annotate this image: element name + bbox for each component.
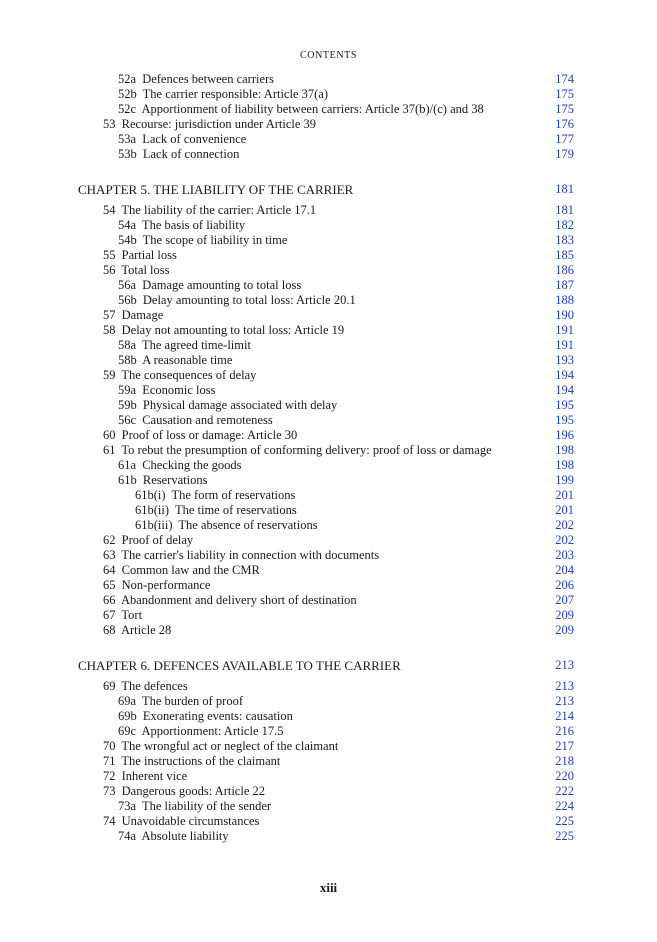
section-number: 69	[103, 679, 116, 693]
section-number: 61b(ii)	[135, 503, 170, 517]
section-number: 67	[103, 608, 116, 622]
toc-section-chapter-6	[0, 679, 657, 844]
section-number: 74a	[118, 829, 137, 843]
toc-entry-text	[118, 278, 301, 293]
toc-entry-text	[118, 293, 356, 308]
section-number: 61b(iii)	[135, 518, 173, 532]
toc-entry-text	[103, 784, 265, 799]
toc-entry-text	[103, 368, 256, 383]
toc-entry[interactable]	[0, 117, 657, 132]
section-title: The carrier responsible: Article 37(a)	[142, 87, 328, 101]
page-ref[interactable]: 209	[555, 623, 574, 637]
section-title: Physical damage associated with delay	[142, 398, 338, 412]
toc-entry[interactable]	[0, 548, 657, 563]
toc-entry-text	[118, 87, 328, 102]
chapter-title: CHAPTER 5. THE LIABILITY OF THE CARRIER	[78, 182, 354, 197]
section-title: The time of reservations	[174, 503, 297, 517]
chapter-heading[interactable]	[0, 182, 657, 197]
toc-entry[interactable]	[0, 563, 657, 578]
toc-entry-text	[118, 72, 274, 87]
section-number: 57	[103, 308, 116, 322]
toc-entry[interactable]	[0, 443, 657, 458]
toc-entry-text	[103, 623, 171, 638]
page-ref[interactable]: 217	[555, 739, 574, 753]
section-title: Apportionment of liability between carriers: Article 37(b)/(c) and 38	[141, 102, 484, 116]
toc-entry-text	[103, 679, 188, 694]
toc-entry-text	[103, 263, 170, 278]
section-number: 55	[103, 248, 116, 262]
page-ref[interactable]: 213	[555, 658, 574, 672]
toc-entry[interactable]	[0, 248, 657, 263]
section-number: 53	[103, 117, 116, 131]
toc-entry[interactable]	[0, 593, 657, 608]
toc-entry[interactable]	[0, 829, 657, 844]
toc-entry-text	[118, 458, 241, 473]
section-title: Common law and the CMR	[121, 563, 260, 577]
section-title: The agreed time-limit	[141, 338, 251, 352]
section-number: 61b	[118, 473, 137, 487]
section-title: Delay amounting to total loss: Article 20.1	[142, 293, 356, 307]
toc-entry[interactable]	[0, 233, 657, 248]
toc-entry-text	[103, 754, 280, 769]
toc-entry[interactable]	[0, 383, 657, 398]
toc-entry[interactable]	[0, 679, 657, 694]
section-title: Proof of loss or damage: Article 30	[121, 428, 298, 442]
section-title: Damage	[121, 308, 164, 322]
toc-entry-text	[118, 233, 287, 248]
page-ref[interactable]: 179	[555, 147, 574, 161]
page-ref[interactable]: 224	[555, 799, 574, 813]
section-title: Delay not amounting to total loss: Article 19	[121, 323, 345, 337]
toc-entry-text	[103, 548, 379, 563]
section-number: 74	[103, 814, 116, 828]
page-ref[interactable]: 218	[555, 754, 574, 768]
section-number: 64	[103, 563, 116, 577]
toc-entry-text	[118, 473, 207, 488]
page-ref[interactable]: 213	[555, 679, 574, 693]
toc-entry-text	[103, 593, 357, 608]
section-number: 56a	[118, 278, 137, 292]
page-ref[interactable]: 202	[555, 533, 574, 547]
page-ref[interactable]: 195	[555, 413, 574, 427]
section-number: 56c	[118, 413, 137, 427]
section-number: 58	[103, 323, 116, 337]
page-ref[interactable]: 182	[555, 218, 574, 232]
page-ref[interactable]: 187	[555, 278, 574, 292]
section-title: The burden of proof	[141, 694, 243, 708]
section-title: Economic loss	[142, 383, 216, 397]
page-ref[interactable]: 193	[555, 353, 574, 367]
toc-entry-text	[103, 117, 316, 132]
section-number: 52a	[118, 72, 137, 86]
section-number: 69b	[118, 709, 137, 723]
page-ref[interactable]: 214	[555, 709, 574, 723]
toc-entry[interactable]	[0, 769, 657, 784]
page-ref[interactable]: 177	[555, 132, 574, 146]
section-title: Non-performance	[121, 578, 211, 592]
section-number: 61a	[118, 458, 137, 472]
toc-entry-text	[118, 413, 273, 428]
section-number: 63	[103, 548, 116, 562]
section-title: Reservations	[142, 473, 208, 487]
page-ref[interactable]: 206	[555, 578, 574, 592]
page-ref[interactable]: 201	[555, 503, 574, 517]
page-ref[interactable]: 194	[555, 383, 574, 397]
section-number: 59b	[118, 398, 137, 412]
page-ref[interactable]: 196	[555, 428, 574, 442]
section-title: Inherent vice	[121, 769, 188, 783]
toc-entry[interactable]	[0, 458, 657, 473]
page-ref[interactable]: 201	[555, 488, 574, 502]
section-number: 54a	[118, 218, 137, 232]
page-ref[interactable]: 191	[555, 338, 574, 352]
page-ref[interactable]: 207	[555, 593, 574, 607]
toc-entry[interactable]	[0, 278, 657, 293]
page-ref[interactable]: 203	[555, 548, 574, 562]
chapter-title: CHAPTER 6. DEFENCES AVAILABLE TO THE CARRIER	[78, 658, 401, 673]
toc-entry[interactable]	[0, 413, 657, 428]
toc-entry[interactable]	[0, 132, 657, 147]
toc-entry-text	[103, 533, 193, 548]
section-title: The basis of liability	[141, 218, 246, 232]
section-title: Partial loss	[121, 248, 177, 262]
toc-entry-text	[118, 724, 284, 739]
section-title: To rebut the presumption of conforming delivery: proof of loss or damage	[121, 443, 492, 457]
toc-entry-text	[103, 323, 344, 338]
section-number: 58a	[118, 338, 137, 352]
section-title: Dangerous goods: Article 22	[121, 784, 266, 798]
page-ref[interactable]: 176	[555, 117, 574, 131]
toc-entry[interactable]	[0, 754, 657, 769]
section-number: 58b	[118, 353, 137, 367]
section-number: 72	[103, 769, 116, 783]
section-title: Checking the goods	[142, 458, 242, 472]
toc-entry-text	[118, 338, 251, 353]
section-title: Total loss	[121, 263, 170, 277]
section-title: Absolute liability	[141, 829, 229, 843]
toc-entry[interactable]	[0, 203, 657, 218]
toc-entry-text	[118, 218, 245, 233]
toc-entry[interactable]	[0, 799, 657, 814]
section-number: 71	[103, 754, 116, 768]
page-ref[interactable]: 225	[555, 829, 574, 843]
section-number: 56	[103, 263, 116, 277]
section-number: 54	[103, 203, 116, 217]
section-title: Article 28	[120, 623, 172, 637]
table-of-contents	[0, 72, 657, 844]
section-number: 66	[103, 593, 116, 607]
toc-entry[interactable]	[0, 608, 657, 623]
section-title: The form of reservations	[171, 488, 296, 502]
toc-entry-text	[103, 203, 316, 218]
section-number: 56b	[118, 293, 137, 307]
toc-entry-text	[118, 353, 232, 368]
section-number: 59a	[118, 383, 137, 397]
toc-entry-text	[135, 488, 295, 503]
section-title: The scope of liability in time	[142, 233, 288, 247]
toc-entry-text	[118, 799, 271, 814]
toc-entry[interactable]	[0, 518, 657, 533]
page-ref[interactable]: 198	[555, 443, 574, 457]
toc-entry[interactable]	[0, 218, 657, 233]
page-ref[interactable]: 199	[555, 473, 574, 487]
page-ref[interactable]: 195	[555, 398, 574, 412]
toc-entry-text	[135, 518, 318, 533]
section-title: Abandonment and delivery short of destination	[120, 593, 357, 607]
page-ref[interactable]: 186	[555, 263, 574, 277]
page-ref[interactable]: 204	[555, 563, 574, 577]
section-title: The absence of reservations	[178, 518, 318, 532]
page-ref[interactable]: 225	[555, 814, 574, 828]
toc-entry[interactable]	[0, 578, 657, 593]
page-ref[interactable]: 174	[555, 72, 574, 86]
toc-entry[interactable]	[0, 473, 657, 488]
page-ref[interactable]: 209	[555, 608, 574, 622]
toc-entry[interactable]	[0, 293, 657, 308]
section-number: 65	[103, 578, 116, 592]
section-title: Damage amounting to total loss	[142, 278, 302, 292]
section-number: 60	[103, 428, 116, 442]
running-header: CONTENTS	[299, 50, 358, 61]
toc-entry[interactable]	[0, 814, 657, 829]
section-number: 73	[103, 784, 116, 798]
toc-entry[interactable]	[0, 398, 657, 413]
page-ref[interactable]: 220	[555, 769, 574, 783]
section-number: 54b	[118, 233, 137, 247]
section-title: The liability of the sender	[141, 799, 272, 813]
section-title: Exonerating events: causation	[142, 709, 293, 723]
toc-entry-text	[103, 578, 210, 593]
toc-entry[interactable]	[0, 263, 657, 278]
toc-entry[interactable]	[0, 323, 657, 338]
toc-entry-text	[118, 132, 246, 147]
section-number: 52c	[118, 102, 137, 116]
toc-entry-text	[118, 102, 484, 117]
toc-entry-text	[103, 443, 492, 458]
section-title: The wrongful act or neglect of the claimant	[121, 739, 339, 753]
section-title: Unavoidable circumstances	[121, 814, 260, 828]
section-title: Apportionment: Article 17.5	[141, 724, 284, 738]
section-number: 61b(i)	[135, 488, 166, 502]
page-ref[interactable]: 222	[555, 784, 574, 798]
page-ref[interactable]: 175	[555, 87, 574, 101]
section-title: The carrier's liability in connection with documents	[121, 548, 380, 562]
page-ref[interactable]: 216	[555, 724, 574, 738]
page-ref[interactable]: 213	[555, 694, 574, 708]
toc-entry[interactable]	[0, 147, 657, 162]
toc-entry[interactable]	[0, 784, 657, 799]
toc-entry[interactable]	[0, 308, 657, 323]
section-number: 69a	[118, 694, 137, 708]
section-number: 59	[103, 368, 116, 382]
page-ref[interactable]: 194	[555, 368, 574, 382]
toc-entry[interactable]	[0, 338, 657, 353]
chapter-heading[interactable]	[0, 658, 657, 673]
page-number: xiii	[319, 880, 338, 895]
toc-entry[interactable]	[0, 72, 657, 87]
toc-section-chapter-5	[0, 203, 657, 638]
section-number: 53b	[118, 147, 137, 161]
toc-entry[interactable]	[0, 102, 657, 117]
toc-entry-text	[103, 769, 187, 784]
section-title: Tort	[121, 608, 143, 622]
section-number: 52b	[118, 87, 137, 101]
page-ref[interactable]: 202	[555, 518, 574, 532]
toc-entry[interactable]	[0, 428, 657, 443]
section-title: Causation and remoteness	[142, 413, 273, 427]
toc-entry-text	[118, 147, 239, 162]
toc-entry-text	[103, 248, 177, 263]
toc-entry[interactable]	[0, 87, 657, 102]
toc-entry-text	[103, 428, 297, 443]
section-number: 61	[103, 443, 116, 457]
toc-entry[interactable]	[0, 533, 657, 548]
toc-entry[interactable]	[0, 739, 657, 754]
page-ref[interactable]: 198	[555, 458, 574, 472]
page-ref[interactable]: 188	[555, 293, 574, 307]
section-title: Recourse: jurisdiction under Article 39	[121, 117, 317, 131]
toc-entry[interactable]	[0, 488, 657, 503]
toc-entry-text	[118, 398, 337, 413]
toc-entry-text	[118, 383, 215, 398]
section-number: 62	[103, 533, 116, 547]
section-title: The consequences of delay	[121, 368, 257, 382]
section-title: Lack of connection	[142, 147, 240, 161]
toc-entry[interactable]	[0, 368, 657, 383]
toc-entry-text	[118, 694, 243, 709]
page-ref[interactable]: 185	[555, 248, 574, 262]
section-title: A reasonable time	[142, 353, 233, 367]
section-title: The liability of the carrier: Article 17.1	[121, 203, 317, 217]
section-title: The defences	[121, 679, 188, 693]
section-number: 70	[103, 739, 116, 753]
toc-entry[interactable]	[0, 623, 657, 638]
toc-entry[interactable]	[0, 353, 657, 368]
toc-entry[interactable]	[0, 694, 657, 709]
toc-entry-text	[103, 308, 163, 323]
section-title: Defences between carriers	[142, 72, 275, 86]
section-title: The instructions of the claimant	[121, 754, 281, 768]
page-ref[interactable]: 191	[555, 323, 574, 337]
page-ref[interactable]: 175	[555, 102, 574, 116]
section-number: 68	[103, 623, 116, 637]
section-title: Lack of convenience	[142, 132, 247, 146]
section-title: Proof of delay	[121, 533, 194, 547]
page-ref[interactable]: 181	[555, 182, 574, 196]
section-number: 69c	[118, 724, 137, 738]
toc-entry-text	[103, 814, 259, 829]
toc-entry-text	[118, 709, 293, 724]
toc-entry-text	[103, 608, 142, 623]
section-number: 73a	[118, 799, 137, 813]
toc-entry-text	[103, 563, 260, 578]
page-ref[interactable]: 181	[555, 203, 574, 217]
toc-entry-text	[103, 739, 338, 754]
toc-entry[interactable]	[0, 709, 657, 724]
toc-section-continued	[0, 72, 657, 162]
toc-entry-text	[118, 829, 229, 844]
section-number: 53a	[118, 132, 137, 146]
toc-entry[interactable]	[0, 724, 657, 739]
page-ref[interactable]: 183	[555, 233, 574, 247]
toc-entry[interactable]	[0, 503, 657, 518]
page-ref[interactable]: 190	[555, 308, 574, 322]
toc-entry-text	[135, 503, 297, 518]
